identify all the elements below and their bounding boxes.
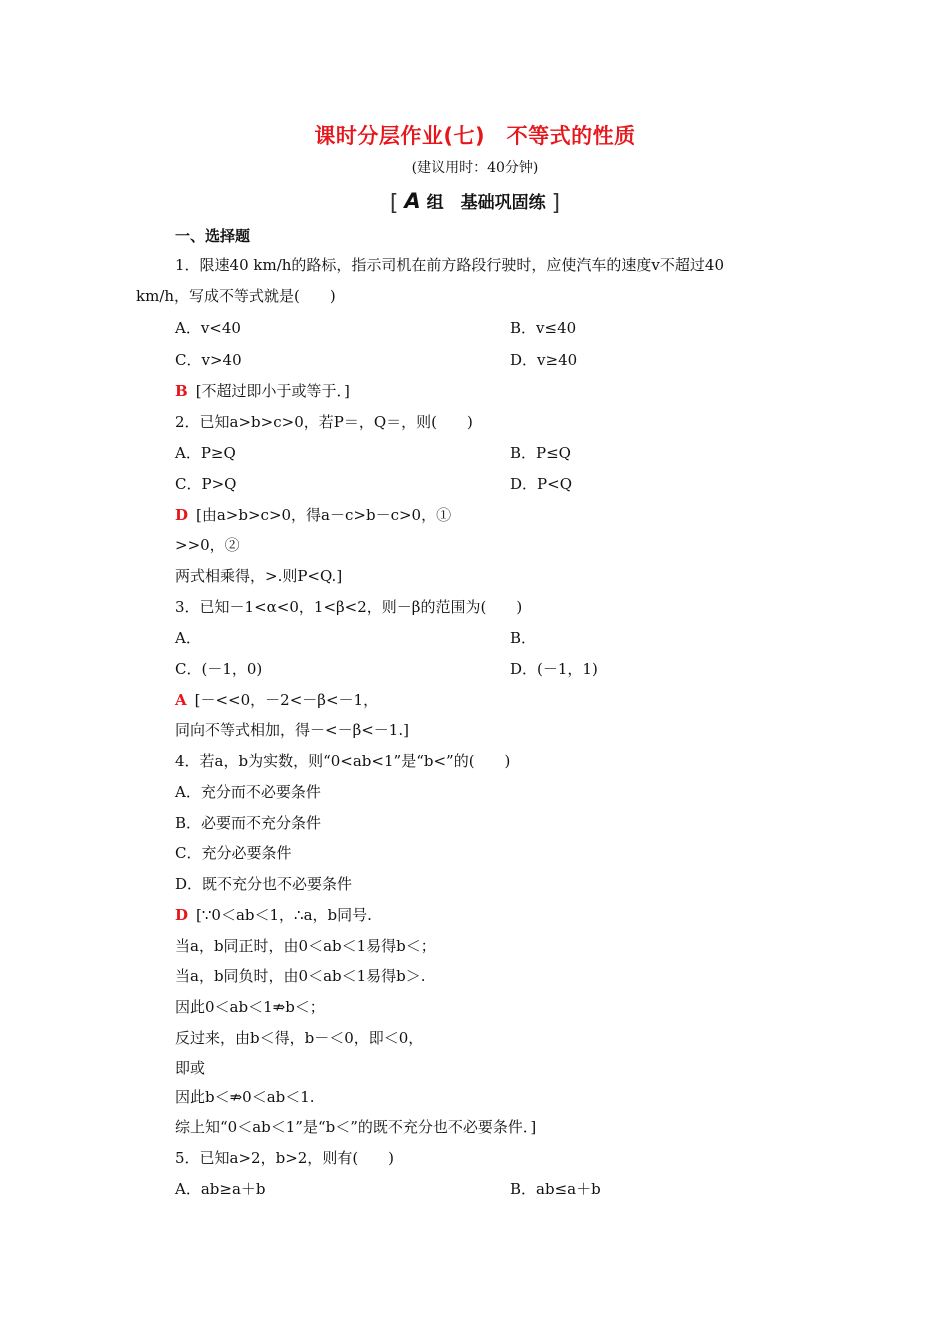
- line-text: D．P<Q: [510, 475, 572, 493]
- text-line: [175, 874, 352, 894]
- line-text: A．ab≥a＋b: [175, 1180, 266, 1198]
- text-line: [175, 535, 240, 555]
- text-line: [510, 659, 598, 679]
- answer-line: [175, 905, 372, 925]
- right-bracket: ]: [551, 191, 561, 216]
- line-text: A．: [175, 629, 201, 647]
- answer-line: [175, 690, 378, 710]
- line-text: 因此0＜ab＜1⇏b＜；: [175, 998, 325, 1016]
- text-line: [175, 628, 201, 648]
- text-line: [175, 1179, 266, 1199]
- group-label: 组 基础巩固练: [426, 193, 546, 213]
- text-line: [175, 751, 510, 771]
- line-text: D．(－1，1): [510, 660, 598, 678]
- text-line: [175, 443, 236, 463]
- line-text: [－<<0，－2<－β<－1，: [194, 691, 379, 709]
- answer-letter: B: [175, 382, 188, 400]
- suggested-time: (建议用时：40分钟): [411, 160, 539, 176]
- text-line: [175, 1148, 394, 1168]
- line-text: 4．若a，b为实数，则“0<ab<1”是“b<”的( ): [175, 752, 511, 770]
- text-line: [175, 255, 724, 275]
- text-line: [175, 936, 436, 956]
- line-text: [∵0＜ab＜1，∴a，b同号.: [196, 906, 372, 924]
- line-text: 当a，b同负时，由0＜ab＜1易得b＞.: [175, 967, 426, 985]
- line-text: [不超过即小于或等于．]: [195, 382, 350, 400]
- line-text: 即或: [175, 1059, 206, 1077]
- text-line: [510, 1179, 601, 1199]
- section-heading: 一、选择题: [175, 227, 251, 245]
- line-text: 5．已知a>2，b>2，则有( ): [175, 1149, 395, 1167]
- text-line: [510, 628, 536, 648]
- text-line: [510, 474, 572, 494]
- left-bracket: [: [389, 191, 399, 216]
- text-line: [175, 1058, 205, 1078]
- line-text: C．(－1，0): [175, 660, 263, 678]
- answer-letter: D: [175, 506, 189, 524]
- page-title: 课时分层作业(七) 不等式的性质: [314, 124, 636, 148]
- group-letter: A: [404, 189, 421, 213]
- line-text: D．v≥40: [510, 351, 578, 369]
- text-line: [175, 843, 291, 863]
- text-line: [175, 412, 473, 432]
- line-text: 当a，b同正时，由0＜ab＜1易得b＜；: [175, 937, 436, 955]
- line-text: [由a>b>c>0，得a－c>b－c>0，①: [196, 506, 452, 524]
- line-text: D．既不充分也不必要条件: [175, 875, 353, 893]
- text-line: [510, 318, 576, 338]
- line-text: B．v≤40: [510, 319, 577, 337]
- line-text: 同向不等式相加，得－<－β<－1.]: [175, 721, 409, 739]
- line-text: A．充分而不必要条件: [175, 783, 321, 801]
- text-line: [175, 720, 409, 740]
- line-text: 反过来，由b＜得，b－＜0，即＜0，: [175, 1029, 424, 1047]
- line-text: 因此b＜⇏0＜ab＜1.: [175, 1088, 315, 1106]
- line-text: 2．已知a>b>c>0，若P＝，Q＝，则( ): [175, 413, 473, 431]
- line-text: A．P≥Q: [175, 444, 236, 462]
- text-line: [175, 1028, 423, 1048]
- text-line: [175, 318, 241, 338]
- line-text: 两式相乘得，>.则P<Q.]: [175, 567, 343, 585]
- line-text: 1．限速40 km/h的路标，指示司机在前方路段行驶时，应使汽车的速度v不超过40: [175, 256, 724, 274]
- line-text: B．: [510, 629, 537, 647]
- line-text: B．必要而不充分条件: [175, 814, 322, 832]
- line-text: A．v<40: [175, 319, 241, 337]
- text-line: [175, 997, 325, 1017]
- line-text: C．充分必要条件: [175, 844, 292, 862]
- text-line: [175, 1087, 315, 1107]
- answer-line: [175, 381, 350, 401]
- line-text: >>0，②: [175, 536, 240, 554]
- text-line: [175, 966, 426, 986]
- text-line: [136, 286, 336, 306]
- text-line: [510, 350, 577, 370]
- line-text: B．P≤Q: [510, 444, 571, 462]
- line-text: C．P>Q: [175, 475, 237, 493]
- answer-letter: D: [175, 906, 189, 924]
- line-text: B．ab≤a＋b: [510, 1180, 601, 1198]
- answer-letter: A: [175, 691, 187, 709]
- text-line: [175, 813, 321, 833]
- line-text: 3．已知－1<α<0，1<β<2，则－β的范围为( ): [175, 598, 523, 616]
- text-line: [510, 443, 571, 463]
- group-heading: [0, 188, 950, 216]
- line-text: 综上知“0＜ab＜1”是“b＜”的既不充分也不必要条件．]: [175, 1118, 537, 1136]
- text-line: [175, 659, 262, 679]
- text-line: [175, 474, 236, 494]
- text-line: [175, 566, 342, 586]
- line-text: C．v>40: [175, 351, 242, 369]
- text-line: [175, 350, 242, 370]
- text-line: [175, 597, 522, 617]
- text-line: [175, 1117, 536, 1137]
- line-text: km/h，写成不等式就是( ): [136, 287, 336, 305]
- answer-line: [175, 505, 451, 525]
- text-line: [175, 782, 321, 802]
